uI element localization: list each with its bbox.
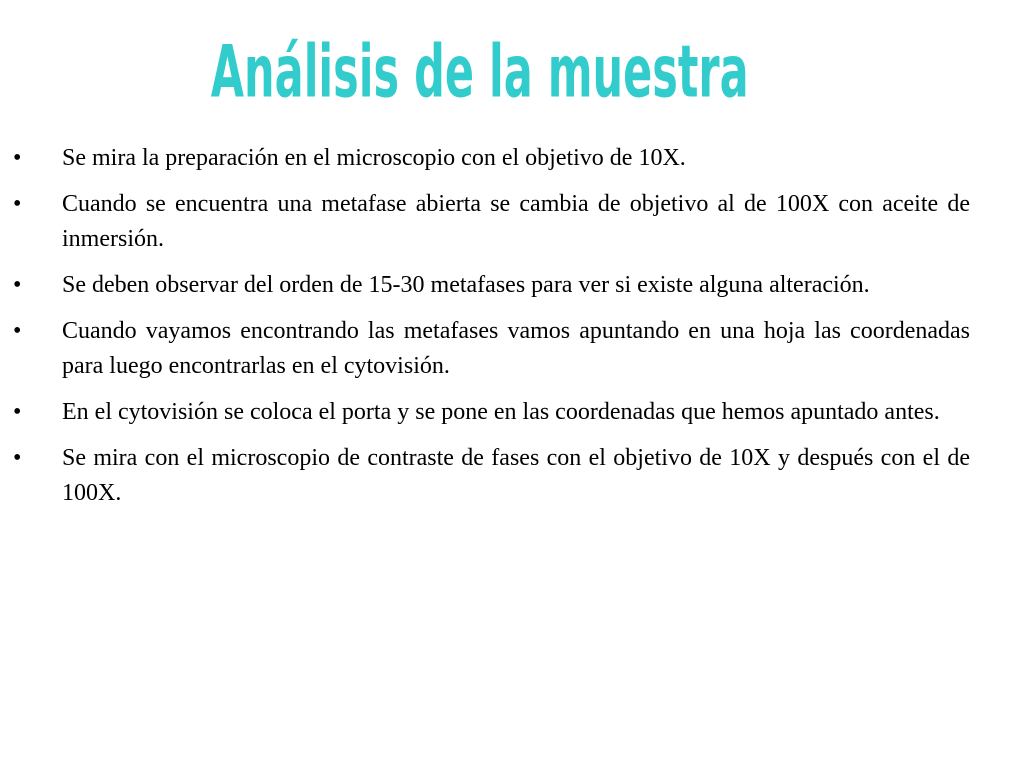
bullet-marker: • (13, 399, 22, 425)
bullet-item (0, 187, 1024, 257)
bullet-item (0, 268, 1024, 303)
bullet-text: Se mira la preparación en el microscopio con el objetivo de 10X. (62, 145, 686, 171)
bullet-item (0, 141, 1024, 176)
bullet-text: Cuando se encuentra una metafase abierta se cambia de objetivo al de 100X con aceite de inmersión. (62, 191, 970, 252)
title-container (120, 22, 840, 122)
bullet-list (0, 141, 1024, 522)
bullet-text: Se mira con el microscopio de contraste de fases con el objetivo de 10X y después con el de 100X. (62, 445, 970, 506)
bullet-marker: • (13, 318, 22, 344)
bullet-text: Se deben observar del orden de 15-30 metafases para ver si existe alguna alteración. (62, 272, 870, 298)
bullet-marker: • (13, 272, 22, 298)
bullet-item (0, 441, 1024, 511)
bullet-marker: • (13, 191, 22, 217)
bullet-marker: • (13, 445, 22, 471)
slide-title: Análisis de la muestra (211, 29, 749, 115)
bullet-item (0, 314, 1024, 384)
bullet-marker: • (13, 145, 22, 171)
bullet-text: Cuando vayamos encontrando las metafases vamos apuntando en una hoja las coordenadas para luego encontrarlas en el cytovisión. (62, 318, 970, 379)
bullet-text: En el cytovisión se coloca el porta y se pone en las coordenadas que hemos apuntado antes. (62, 399, 940, 425)
bullet-item (0, 395, 1024, 430)
